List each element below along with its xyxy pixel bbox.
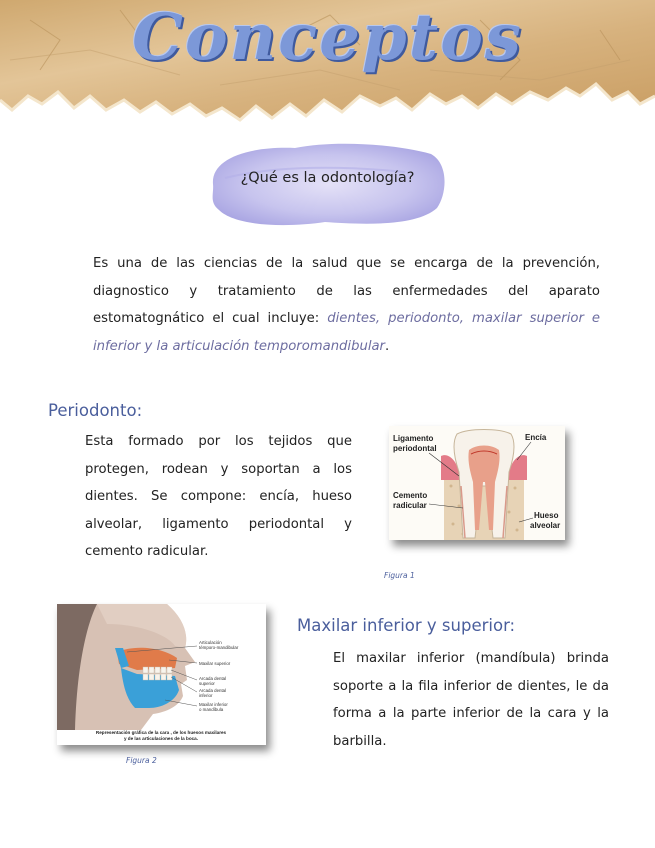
periodonto-paragraph: Esta formado por los tejidos que protegen, rodean y soportan a los dientes. Se compone: encía, hueso alveolar, ligamento periodontal y cemento radicular. (85, 434, 352, 559)
figure-2-caption: Figura 2 (126, 756, 157, 765)
label-cemento: Cemento (393, 491, 428, 500)
label-ligamento: Ligamento (393, 434, 434, 443)
intro-text: Es una de las ciencias de la salud que se encarga de la prevención, diagnostico y tratamiento de las enfermedades del aparato estomatognático el cual incluye: (93, 256, 600, 326)
jaw-figure (57, 604, 266, 745)
intro-emphasis: dientes, periodonto, maxilar superior e inferior y la articulación temporomandibular (93, 311, 600, 354)
label-radicular: radicular (393, 501, 427, 510)
jaw-label-arcada-sup: Arcada dental (199, 676, 227, 681)
label-encia: Encía (525, 433, 547, 442)
intro-paragraph (93, 250, 600, 360)
jaw-label-inferior: inferior (199, 693, 213, 698)
jaw-label-articulacion: Articulación (199, 640, 222, 645)
page-title: Conceptos (132, 0, 523, 75)
jaw-label-temporo: témporo-mandibular (199, 645, 239, 650)
figure-1-caption: Figura 1 (384, 571, 415, 580)
jaw-label-mandibula: o mandíbula (199, 707, 224, 712)
tooth-figure (389, 426, 565, 540)
maxilar-heading: Maxilar inferior y superior: (297, 616, 516, 635)
label-periodontal: periodontal (393, 444, 437, 453)
periodonto-heading: Periodonto: (48, 401, 143, 420)
tooth-diagram (389, 426, 565, 540)
intro-end: . (384, 338, 390, 354)
section-question: ¿Qué es la odontología? (240, 170, 415, 186)
jaw-label-superior: superior (199, 681, 215, 686)
maxilar-paragraph: El maxilar inferior (mandíbula) brinda soporte a la fila inferior de dientes, le da forma a la parte inferior de la cara y la barbilla. (333, 651, 609, 749)
jaw-label-maxilar-inferior: Maxilar inferior (199, 702, 228, 707)
jaw-caption-line2: y de las articulaciones de la boca. (123, 736, 199, 741)
jaw-caption-line1: Representación gráfica de la cara , de los huesos maxilares (95, 730, 227, 735)
label-hueso: Hueso (534, 511, 559, 520)
jaw-label-arcada-inf: Arcada dental (199, 688, 227, 693)
jaw-label-maxilar-superior: Maxilar superior (199, 661, 231, 666)
jaw-diagram (57, 604, 266, 745)
label-alveolar: alveolar (530, 521, 561, 530)
